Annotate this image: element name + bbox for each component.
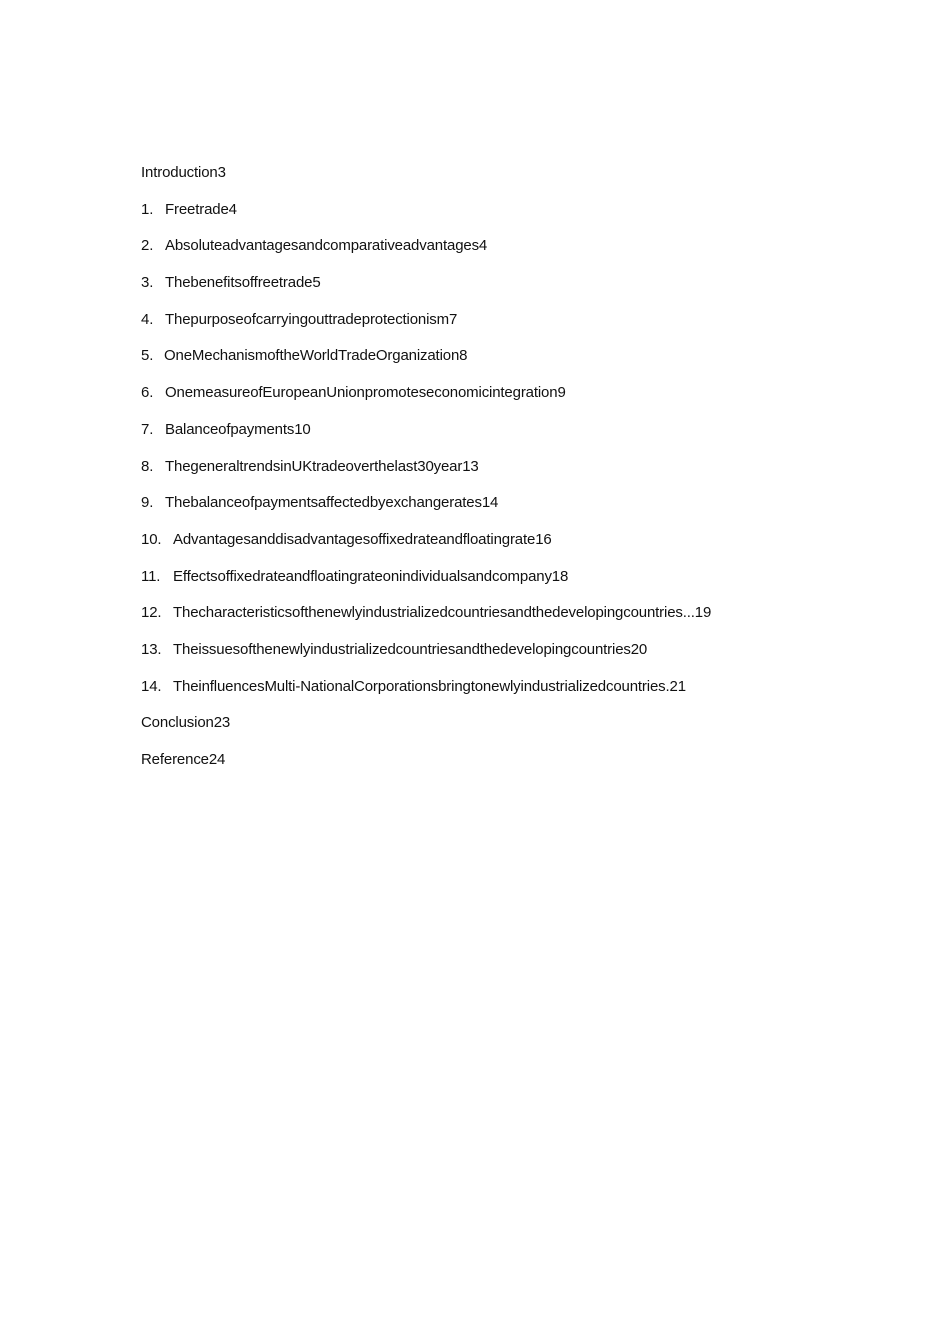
toc-entry-9[interactable] bbox=[141, 493, 841, 530]
toc-entry-title: Advantagesanddisadvantagesoffixedrateandfloatingrate16 bbox=[173, 530, 552, 548]
toc-entry-2[interactable] bbox=[141, 236, 841, 273]
toc-entry-number: 13. bbox=[141, 640, 162, 658]
toc-entry-3[interactable] bbox=[141, 273, 841, 310]
toc-entry-title: TheinfluencesMulti-NationalCorporationsbringtonewlyindustrializedcountries.21 bbox=[173, 677, 686, 695]
toc-entry-7[interactable] bbox=[141, 420, 841, 457]
toc-entry-title: Thecharacteristicsofthenewlyindustrializedcountriesandthedevelopingcountries...19 bbox=[173, 604, 712, 622]
toc-entry-title: Effectsoffixedrateandfloatingrateonindividualsandcompany18 bbox=[173, 567, 569, 585]
toc-entry-number: 3. bbox=[141, 274, 154, 292]
table-of-contents bbox=[141, 163, 841, 787]
toc-entry-title: Absoluteadvantagesandcomparativeadvantages4 bbox=[165, 237, 488, 255]
toc-entry-number: 10. bbox=[141, 530, 162, 548]
toc-entry-number: 4. bbox=[141, 310, 154, 328]
toc-entry-number: 11. bbox=[141, 567, 161, 585]
toc-entry-title: Introduction3 bbox=[141, 164, 226, 181]
toc-entry-number: 1. bbox=[141, 200, 154, 218]
toc-entry-number: 5. bbox=[141, 347, 154, 365]
toc-entry-title: Freetrade4 bbox=[165, 200, 237, 218]
toc-entry-5[interactable] bbox=[141, 346, 841, 383]
toc-entry-title: Thebalanceofpaymentsaffectedbyexchangerates14 bbox=[165, 494, 499, 512]
toc-entry-number: 2. bbox=[141, 237, 154, 255]
toc-entry-12[interactable] bbox=[141, 603, 841, 640]
toc-entry-11[interactable] bbox=[141, 567, 841, 604]
toc-entry-13[interactable] bbox=[141, 640, 841, 677]
toc-entry-title: Balanceofpayments10 bbox=[165, 420, 311, 438]
toc-entry-conclusion[interactable] bbox=[141, 713, 841, 750]
toc-entry-10[interactable] bbox=[141, 530, 841, 567]
toc-entry-14[interactable] bbox=[141, 677, 841, 714]
toc-entry-title: Thebenefitsoffreetrade5 bbox=[165, 274, 321, 292]
toc-entry-reference[interactable] bbox=[141, 750, 841, 787]
toc-entry-6[interactable] bbox=[141, 383, 841, 420]
toc-entry-title: Thepurposeofcarryingouttradeprotectionism7 bbox=[165, 310, 458, 328]
toc-entry-title: Reference24 bbox=[141, 751, 226, 768]
toc-entry-title: ThegeneraltrendsinUKtradeoverthelast30year13 bbox=[165, 457, 479, 475]
toc-entry-number: 14. bbox=[141, 677, 162, 695]
toc-entry-4[interactable] bbox=[141, 310, 841, 347]
toc-entry-title: OnemeasureofEuropeanUnionpromoteseconomicintegration9 bbox=[165, 384, 566, 402]
toc-entry-title: Conclusion23 bbox=[141, 714, 231, 732]
toc-entry-1[interactable] bbox=[141, 200, 841, 237]
toc-entry-number: 6. bbox=[141, 384, 154, 402]
toc-entry-introduction[interactable] bbox=[141, 163, 841, 200]
toc-entry-number: 12. bbox=[141, 604, 162, 622]
toc-entry-8[interactable] bbox=[141, 457, 841, 494]
toc-entry-title: OneMechanismoftheWorldTradeOrganization8 bbox=[164, 347, 468, 365]
toc-entry-number: 8. bbox=[141, 457, 154, 475]
toc-entry-number: 9. bbox=[141, 494, 154, 512]
toc-entry-number: 7. bbox=[141, 420, 154, 438]
toc-entry-title: Theissuesofthenewlyindustrializedcountriesandthedevelopingcountries20 bbox=[173, 640, 648, 658]
